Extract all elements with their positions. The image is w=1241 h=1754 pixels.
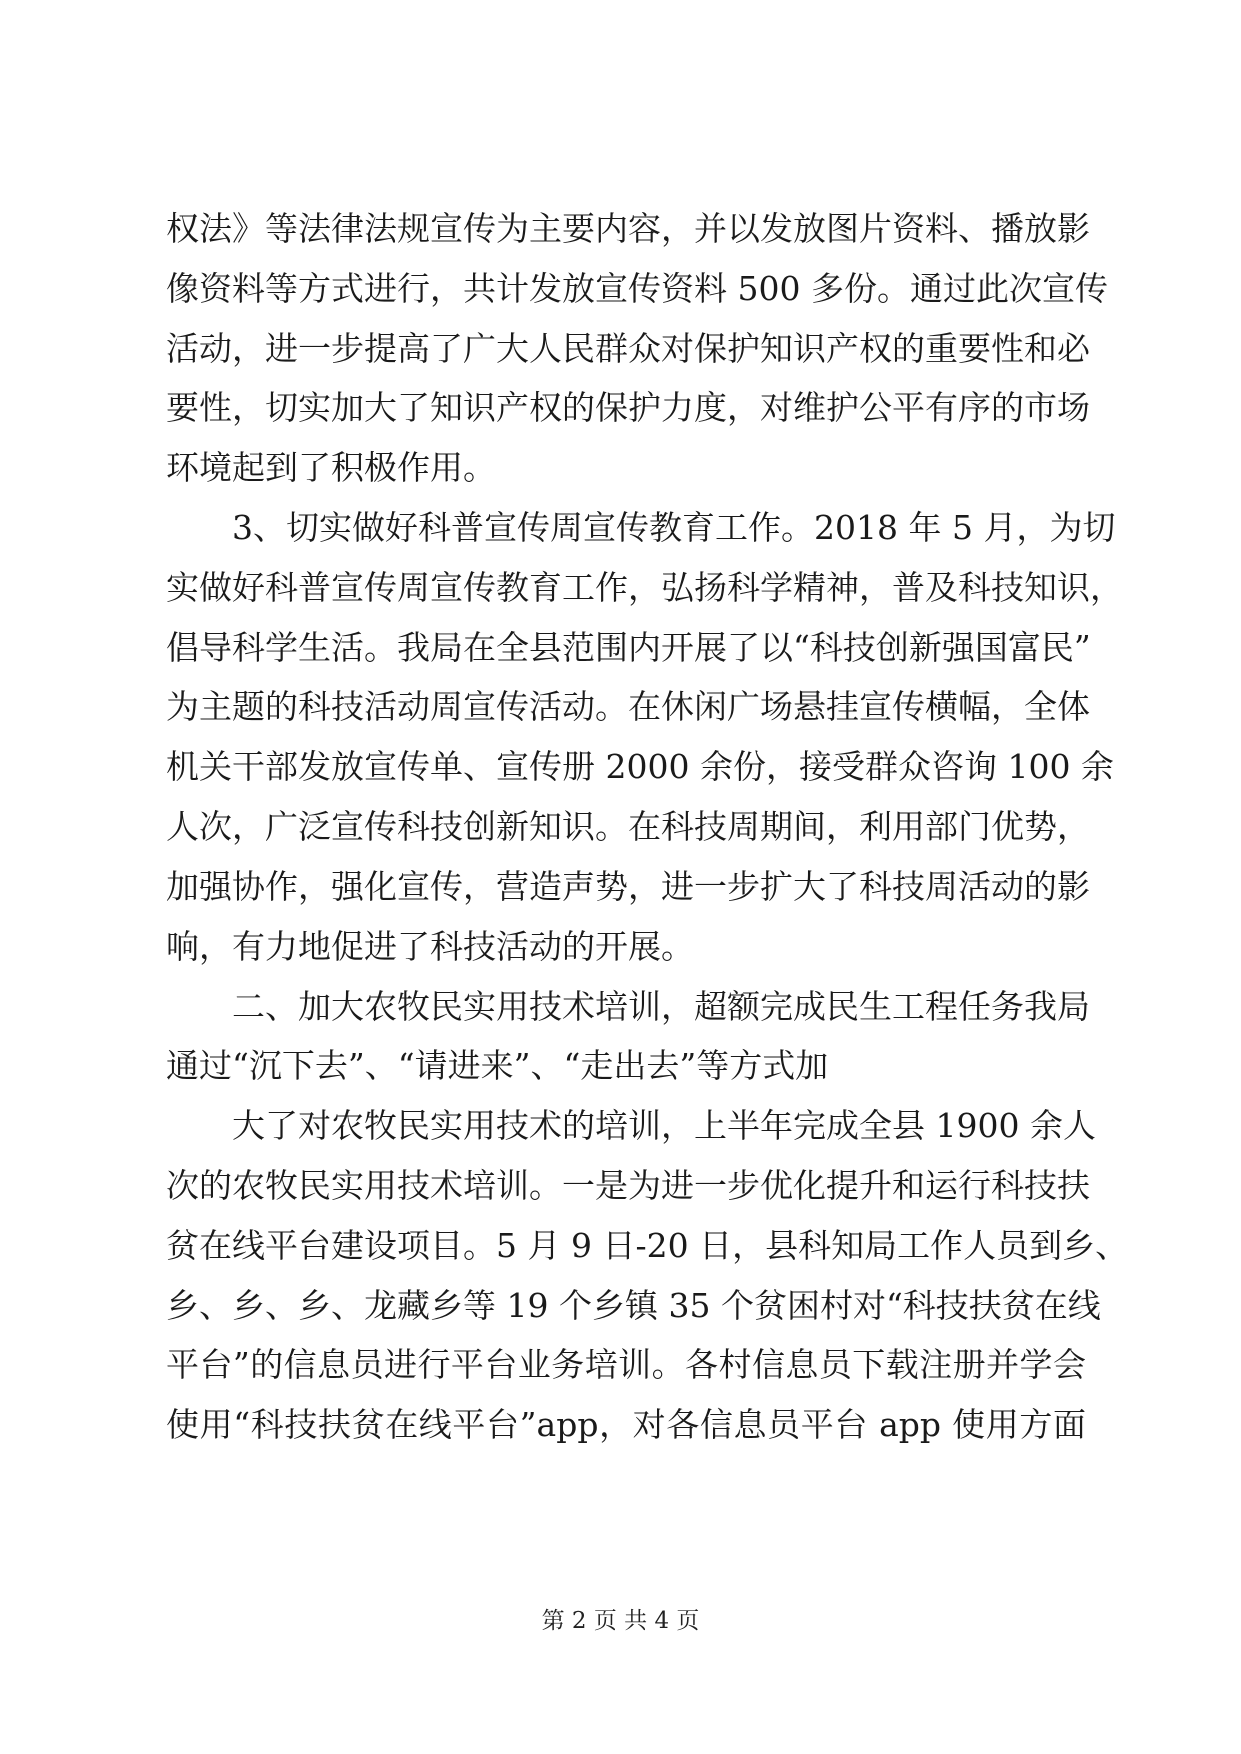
text-line: 响，有力地促进了科技活动的开展。 bbox=[166, 927, 694, 966]
text-line: 为主题的科技活动周宣传活动。在休闲广场悬挂宣传横幅，全体 bbox=[166, 687, 1090, 726]
text-line: 活动，进一步提高了广大人民群众对保护知识产权的重要性和必 bbox=[166, 329, 1090, 368]
text-line: 机关干部发放宣传单、宣传册 2000 余份，接受群众咨询 100 余 bbox=[166, 747, 1114, 786]
text-line: 人次，广泛宣传科技创新知识。在科技周期间，利用部门优势， bbox=[166, 807, 1090, 846]
text-line: 贫在线平台建设项目。5 月 9 日-20 日，县科知局工作人员到乡、 bbox=[166, 1226, 1129, 1265]
text-line: 使用“科技扶贫在线平台”app，对各信息员平台 app 使用方面 bbox=[166, 1405, 1086, 1444]
text-line: 次的农牧民实用技术培训。一是为进一步优化提升和运行科技扶 bbox=[166, 1166, 1090, 1205]
text-line: 二、加大农牧民实用技术培训，超额完成民生工程任务我局 bbox=[232, 987, 1090, 1026]
text-line: 倡导科学生活。我局在全县范围内开展了以“科技创新强国富民” bbox=[166, 628, 1091, 667]
text-line: 平台”的信息员进行平台业务培训。各村信息员下载注册并学会 bbox=[166, 1345, 1086, 1384]
text-line: 通过“沉下去”、“请进来”、“走出去”等方式加 bbox=[166, 1046, 829, 1085]
text-line: 权法》等法律法规宣传为主要内容，并以发放图片资料、播放影 bbox=[166, 209, 1090, 248]
text-line: 环境起到了积极作用。 bbox=[166, 448, 496, 487]
text-line: 大了对农牧民实用技术的培训，上半年完成全县 1900 余人 bbox=[232, 1106, 1096, 1145]
text-line: 实做好科普宣传周宣传教育工作，弘扬科学精神，普及科技知识， bbox=[166, 568, 1123, 607]
text-line: 要性，切实加大了知识产权的保护力度，对维护公平有序的市场 bbox=[166, 388, 1090, 427]
page-number-footer: 第 2 页 共 4 页 bbox=[541, 1608, 700, 1634]
text-line: 像资料等方式进行，共计发放宣传资料 500 多份。通过此次宣传 bbox=[166, 269, 1108, 308]
text-line: 加强协作，强化宣传，营造声势，进一步扩大了科技周活动的影 bbox=[166, 867, 1090, 906]
text-line: 乡、乡、乡、龙藏乡等 19 个乡镇 35 个贫困村对“科技扶贫在线 bbox=[166, 1286, 1101, 1325]
text-line: 3、切实做好科普宣传周宣传教育工作。2018 年 5 月，为切 bbox=[232, 508, 1116, 547]
